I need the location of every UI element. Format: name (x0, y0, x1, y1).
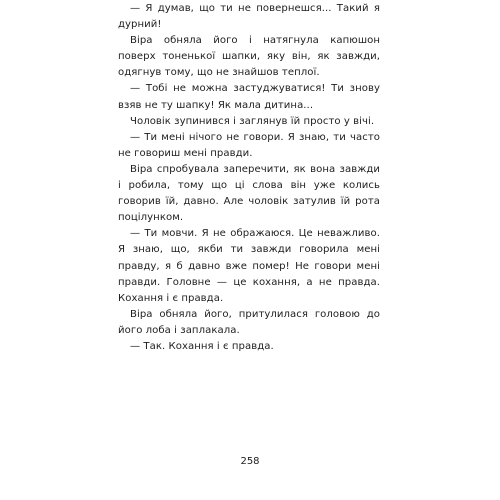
paragraph: Віра обняла його і натягнула капюшон поверх тоненької шапки, яку він, як завжди, одягнув тому, що не знайшов теплої. (118, 35, 380, 79)
paragraph: — Так. Кохання і є правда. (130, 340, 274, 352)
paragraph: — Тобі не можна застуджуватися! Ти знову взяв не ту шапку! Як мала дитина... (118, 83, 380, 111)
paragraph: Віра обняла його, притулилася головою до його лоба і заплакала. (118, 308, 380, 336)
page-number: 258 (240, 456, 260, 467)
paragraph: — Ти мені нічого не говори. Я знаю, ти часто не говориш мені правди. (118, 131, 380, 159)
paragraph: — Ти мовчи. Я не ображаюся. Це неважливо. Я знаю, що, якби ти завжди говорила мені правду, я б давно вже помер! Не говори мені правди. Головне — це кохання, а не правда. Кохання і є правда. (118, 228, 380, 304)
body-text (118, 1, 380, 355)
paragraph: Чоловік зупинився і заглянув їй просто у вічі. (130, 115, 375, 127)
paragraph: — Я думав, що ти не повернешся... Такий я дурний! (118, 3, 380, 31)
paragraph: Віра спробувала заперечити, як вона завжди і робила, тому що ці слова він уже колись говорив їй, давно. Але чоловік затулив їй рота поцілунком. (118, 163, 380, 224)
